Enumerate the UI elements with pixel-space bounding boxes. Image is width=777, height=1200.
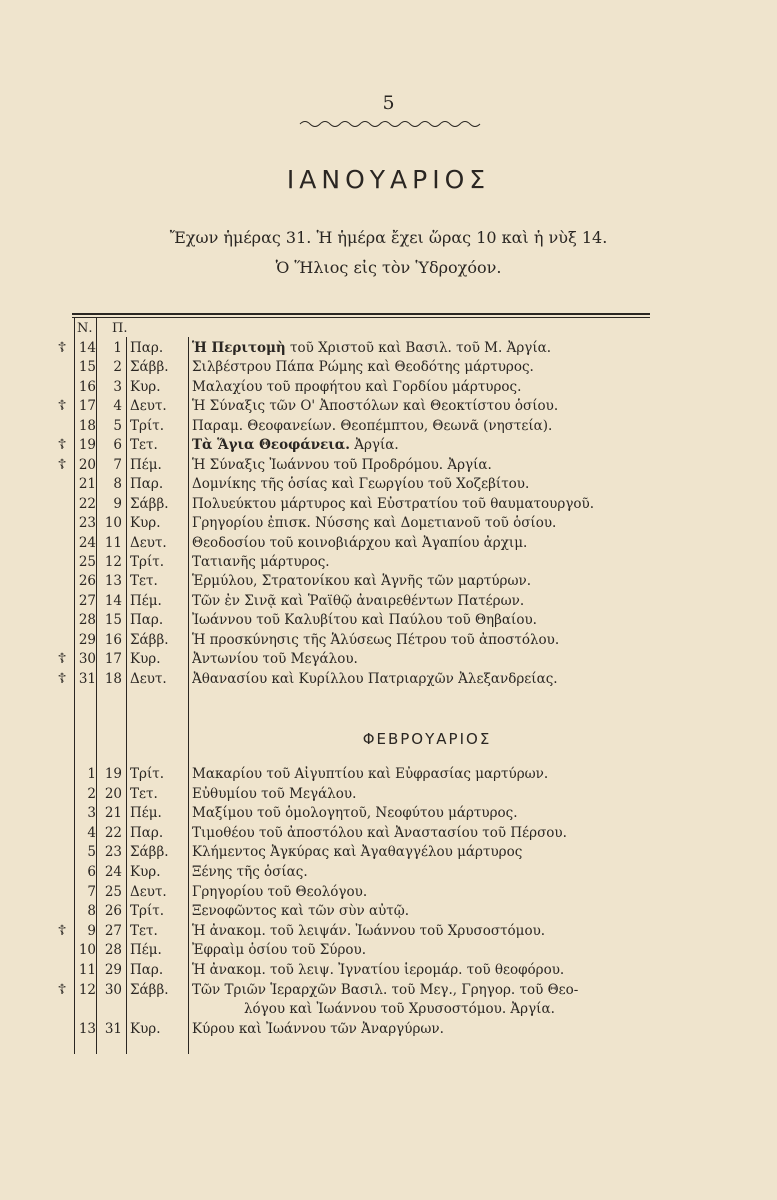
entry-description (192, 884, 662, 900)
entry-description (192, 844, 662, 860)
entry-description (192, 398, 662, 414)
old-style-date: 16 (104, 631, 122, 648)
sun-sign-line: Ὁ Ἥλιος εἰς τὸν Ὑδροχόον. (275, 258, 502, 277)
column-divider (126, 337, 127, 1054)
weekday: Κυρ. (130, 378, 161, 395)
feast-cross-icon: ☦ (57, 651, 67, 668)
weekday: Σάββ. (130, 844, 169, 861)
old-style-date: 31 (104, 1020, 122, 1037)
entry-text: Ἡ ἀνακομ. τοῦ λειψάν. Ἰωάννου τοῦ Χρυσοστόμου. (192, 922, 546, 939)
feast-cross-icon: ☦ (57, 398, 67, 415)
entry-description (192, 573, 662, 589)
new-style-date: 21 (78, 476, 96, 493)
header-rule-thin (72, 317, 650, 318)
weekday: Τετ. (130, 573, 158, 590)
old-style-date: 6 (113, 437, 122, 454)
new-style-date: 8 (87, 903, 96, 920)
old-style-date: 20 (104, 785, 122, 802)
weekday: Πέμ. (130, 456, 162, 473)
entry-description (192, 496, 662, 512)
entry-description (192, 903, 662, 919)
new-style-date: 19 (78, 437, 96, 454)
entry-text: Ἡ προσκύνησις τῆς Ἁλύσεως Πέτρου τοῦ ἀποστόλου. (192, 631, 560, 648)
weekday: Δευτ. (130, 534, 167, 551)
new-style-date: 12 (78, 981, 96, 998)
old-style-date: 27 (104, 922, 122, 939)
weekday: Πέμ. (130, 805, 162, 822)
old-style-date: 13 (104, 573, 122, 590)
weekday: Κυρ. (130, 651, 161, 668)
new-style-date: 29 (78, 631, 96, 648)
entry-text: Μαξίμου τοῦ ὁμολογητοῦ, Νεοφύτου μάρτυρος. (192, 805, 518, 822)
entry-text: Ἀντωνίου τοῦ Μεγάλου. (192, 651, 358, 668)
old-style-date: 1 (113, 340, 122, 356)
weekday: Κυρ. (130, 515, 161, 532)
old-style-date: 4 (113, 398, 122, 415)
weekday: Κυρ. (130, 864, 161, 880)
old-style-date: 30 (104, 981, 122, 998)
weekday: Δευτ. (130, 670, 167, 687)
entry-description (192, 632, 662, 648)
new-style-date: 13 (78, 1020, 96, 1037)
new-style-date: 9 (87, 922, 96, 939)
old-style-date: 29 (104, 962, 122, 978)
new-style-date: 18 (78, 417, 96, 434)
entry-text: Ἐφραὶμ ὁσίου τοῦ Σύρου. (192, 942, 367, 959)
old-style-date: 15 (104, 612, 122, 629)
month-info-line: Ἔχων ἡμέρας 31. Ἡ ἡμέρα ἔχει ὥρας 10 καὶ ἡ νὺξ 14. (169, 228, 608, 247)
old-style-date: 10 (104, 515, 122, 532)
entry-description (192, 612, 662, 628)
entry-description (192, 923, 662, 939)
column-header-old-style: Π. (112, 321, 128, 336)
entry-description (192, 593, 662, 609)
entry-description (192, 982, 662, 998)
old-style-date: 7 (113, 456, 122, 473)
entry-description (192, 379, 662, 395)
weekday: Τρίτ. (130, 417, 164, 434)
entry-description (192, 554, 662, 570)
weekday: Παρ. (130, 476, 164, 493)
feast-name: Τὰ Ἅγια Θεοφάνεια. (192, 437, 350, 454)
entry-text: Ἡ ἀνακομ. τοῦ λειψ. Ἰγνατίου ἱερομάρ. τοῦ θεοφόρου. (192, 962, 565, 978)
entry-description (192, 805, 662, 821)
weekday: Τετ. (130, 437, 158, 454)
new-style-date: 26 (78, 573, 96, 590)
old-style-date: 24 (104, 864, 122, 880)
entry-description (192, 535, 662, 551)
weekday: Πέμ. (130, 592, 162, 609)
entry-description (192, 515, 662, 531)
entry-text: τοῦ Χριστοῦ καὶ Βασιλ. τοῦ Μ. Ἀργία. (285, 340, 552, 356)
entry-description (192, 766, 662, 782)
old-style-date: 9 (113, 495, 122, 512)
entry-description (192, 942, 662, 958)
new-style-date: 20 (78, 456, 96, 473)
feast-cross-icon: ☦ (57, 922, 67, 939)
new-style-date: 23 (78, 515, 96, 532)
old-style-date: 22 (104, 824, 122, 841)
entry-text: Πολυεύκτου μάρτυρος καὶ Εὐστρατίου τοῦ θαυματουργοῦ. (192, 495, 595, 512)
old-style-date: 11 (104, 534, 122, 551)
entry-description (192, 340, 662, 356)
column-header-new-style: Ν. (77, 321, 93, 336)
new-style-date: 10 (78, 942, 96, 959)
entry-description (192, 825, 662, 841)
old-style-date: 12 (104, 553, 122, 570)
weekday: Παρ. (130, 340, 164, 356)
new-style-date: 4 (87, 824, 96, 841)
new-style-date: 15 (78, 359, 96, 376)
entry-description (192, 359, 662, 375)
entry-continuation: λόγου καὶ Ἰωάννου τοῦ Χρυσοστόμου. Ἀργία. (244, 1001, 555, 1018)
entry-text: Τατιανῆς μάρτυρος. (192, 553, 330, 570)
entry-description (192, 476, 662, 492)
entry-text: Μακαρίου τοῦ Αἰγυπτίου καὶ Εὐφρασίας μαρτύρων. (192, 766, 549, 782)
entry-description (192, 864, 662, 880)
month-title: ΙΑΝΟΥΑΡΙΟΣ (286, 165, 491, 194)
old-style-date: 28 (104, 942, 122, 959)
feast-cross-icon: ☦ (57, 670, 67, 687)
weekday: Τετ. (130, 922, 158, 939)
entry-text: Τιμοθέου τοῦ ἀποστόλου καὶ Ἀναστασίου τοῦ Πέρσου. (192, 824, 567, 841)
weekday: Σάββ. (130, 495, 169, 512)
old-style-date: 25 (104, 883, 122, 900)
new-style-date: 16 (78, 378, 96, 395)
entry-text: Ἀθανασίου καὶ Κυρίλλου Πατριαρχῶν Ἀλεξανδρείας. (192, 670, 558, 687)
new-style-date: 5 (87, 844, 96, 861)
weekday: Δευτ. (130, 398, 167, 415)
entry-text: Ἑρμύλου, Στρατονίκου καὶ Ἁγνῆς τῶν μαρτύρων. (192, 573, 531, 590)
feast-cross-icon: ☦ (57, 340, 67, 356)
new-style-date: 2 (87, 785, 96, 802)
weekday: Παρ. (130, 824, 164, 841)
new-style-date: 7 (87, 883, 96, 900)
weekday: Πέμ. (130, 942, 162, 959)
weekday: Παρ. (130, 612, 164, 629)
column-divider (188, 337, 189, 1054)
weekday: Τρίτ. (130, 903, 164, 920)
old-style-date: 2 (113, 359, 122, 376)
entry-description (192, 457, 662, 473)
weekday: Παρ. (130, 962, 164, 978)
entry-text: Ἰωάννου τοῦ Καλυβίτου καὶ Παύλου τοῦ Θηβαίου. (192, 612, 537, 629)
old-style-date: 3 (113, 378, 122, 395)
feast-cross-icon: ☦ (57, 981, 67, 998)
entry-text: Ξένης τῆς ὁσίας. (192, 864, 308, 880)
entry-text: Ἀργία. (349, 437, 399, 454)
new-style-date: 31 (78, 670, 96, 687)
new-style-date: 24 (78, 534, 96, 551)
new-style-date: 27 (78, 592, 96, 609)
ornament-divider (0, 118, 777, 130)
entry-text: Γρηγορίου τοῦ Θεολόγου. (192, 883, 368, 900)
entry-text: Ἡ Σύναξις τῶν Ο' Ἀποστόλων καὶ Θεοκτίστου ὁσίου. (192, 398, 559, 415)
entry-text: Μαλαχίου τοῦ προφήτου καὶ Γορδίου μάρτυρος. (192, 378, 522, 395)
weekday: Σάββ. (130, 631, 169, 648)
new-style-date: 30 (78, 651, 96, 668)
new-style-date: 6 (87, 864, 96, 880)
feast-name: Ἡ Περιτομὴ (192, 340, 286, 356)
old-style-date: 26 (104, 903, 122, 920)
entry-text: Σιλβέστρου Πάπα Ρώμης καὶ Θεοδότης μάρτυρος. (192, 359, 534, 376)
entry-description (192, 418, 662, 434)
column-divider (96, 318, 97, 1054)
weekday: Τετ. (130, 785, 158, 802)
old-style-date: 5 (113, 417, 122, 434)
weekday: Τρίτ. (130, 553, 164, 570)
page-number: 5 (382, 92, 395, 114)
entry-description (192, 437, 662, 453)
entry-description (192, 962, 662, 978)
feast-cross-icon: ☦ (57, 437, 67, 454)
february-title: ΦΕΒΡΟΥΑΡΙΟΣ (362, 730, 492, 748)
entry-text: Κύρου καὶ Ἰωάννου τῶν Ἀναργύρων. (192, 1020, 444, 1037)
old-style-date: 19 (104, 766, 122, 782)
feast-cross-icon: ☦ (57, 456, 67, 473)
old-style-date: 8 (113, 476, 122, 493)
entry-text: Θεοδοσίου τοῦ κοινοβιάρχου καὶ Ἀγαπίου ἀρχιμ. (192, 534, 528, 551)
new-style-date: 1 (87, 766, 96, 782)
old-style-date: 18 (104, 670, 122, 687)
old-style-date: 17 (104, 651, 122, 668)
entry-text: Ξενοφῶντος καὶ τῶν σὺν αὐτῷ. (192, 903, 410, 920)
new-style-date: 25 (78, 553, 96, 570)
new-style-date: 22 (78, 495, 96, 512)
entry-text: Δομνίκης τῆς ὁσίας καὶ Γεωργίου τοῦ Χοζεβίτου. (192, 476, 530, 493)
old-style-date: 14 (104, 592, 122, 609)
weekday: Τρίτ. (130, 766, 164, 782)
entry-description (192, 651, 662, 667)
header-rule (72, 313, 650, 315)
entry-text: Τῶν ἐν Σινᾷ καὶ Ῥαϊθῷ ἀναιρεθέντων Πατέρων. (192, 592, 525, 609)
weekday: Κυρ. (130, 1020, 161, 1037)
entry-text: Κλήμεντος Ἀγκύρας καὶ Ἀγαθαγγέλου μάρτυρος (192, 844, 523, 861)
new-style-date: 28 (78, 612, 96, 629)
entry-text: Τῶν Τριῶν Ἱεραρχῶν Βασιλ. τοῦ Μεγ., Γρηγορ. τοῦ Θεο- (192, 981, 579, 998)
entry-description (192, 671, 662, 687)
entry-text: Ἡ Σύναξις Ἰωάννου τοῦ Προδρόμου. Ἀργία. (192, 456, 492, 473)
weekday: Σάββ. (130, 359, 169, 376)
old-style-date: 21 (104, 805, 122, 822)
new-style-date: 14 (78, 340, 96, 356)
new-style-date: 17 (78, 398, 96, 415)
entry-description (192, 786, 662, 802)
entry-text: Γρηγορίου ἐπισκ. Νύσσης καὶ Δομετιανοῦ τοῦ ὁσίου. (192, 515, 557, 532)
old-style-date: 23 (104, 844, 122, 861)
new-style-date: 11 (78, 962, 96, 978)
new-style-date: 3 (87, 805, 96, 822)
entry-text: Εὐθυμίου τοῦ Μεγάλου. (192, 785, 357, 802)
entry-text: Παραμ. Θεοφανείων. Θεοπέμπτου, Θεωνᾶ (νηστεία). (192, 417, 553, 434)
weekday: Σάββ. (130, 981, 169, 998)
weekday: Δευτ. (130, 883, 167, 900)
entry-description (192, 1021, 662, 1037)
